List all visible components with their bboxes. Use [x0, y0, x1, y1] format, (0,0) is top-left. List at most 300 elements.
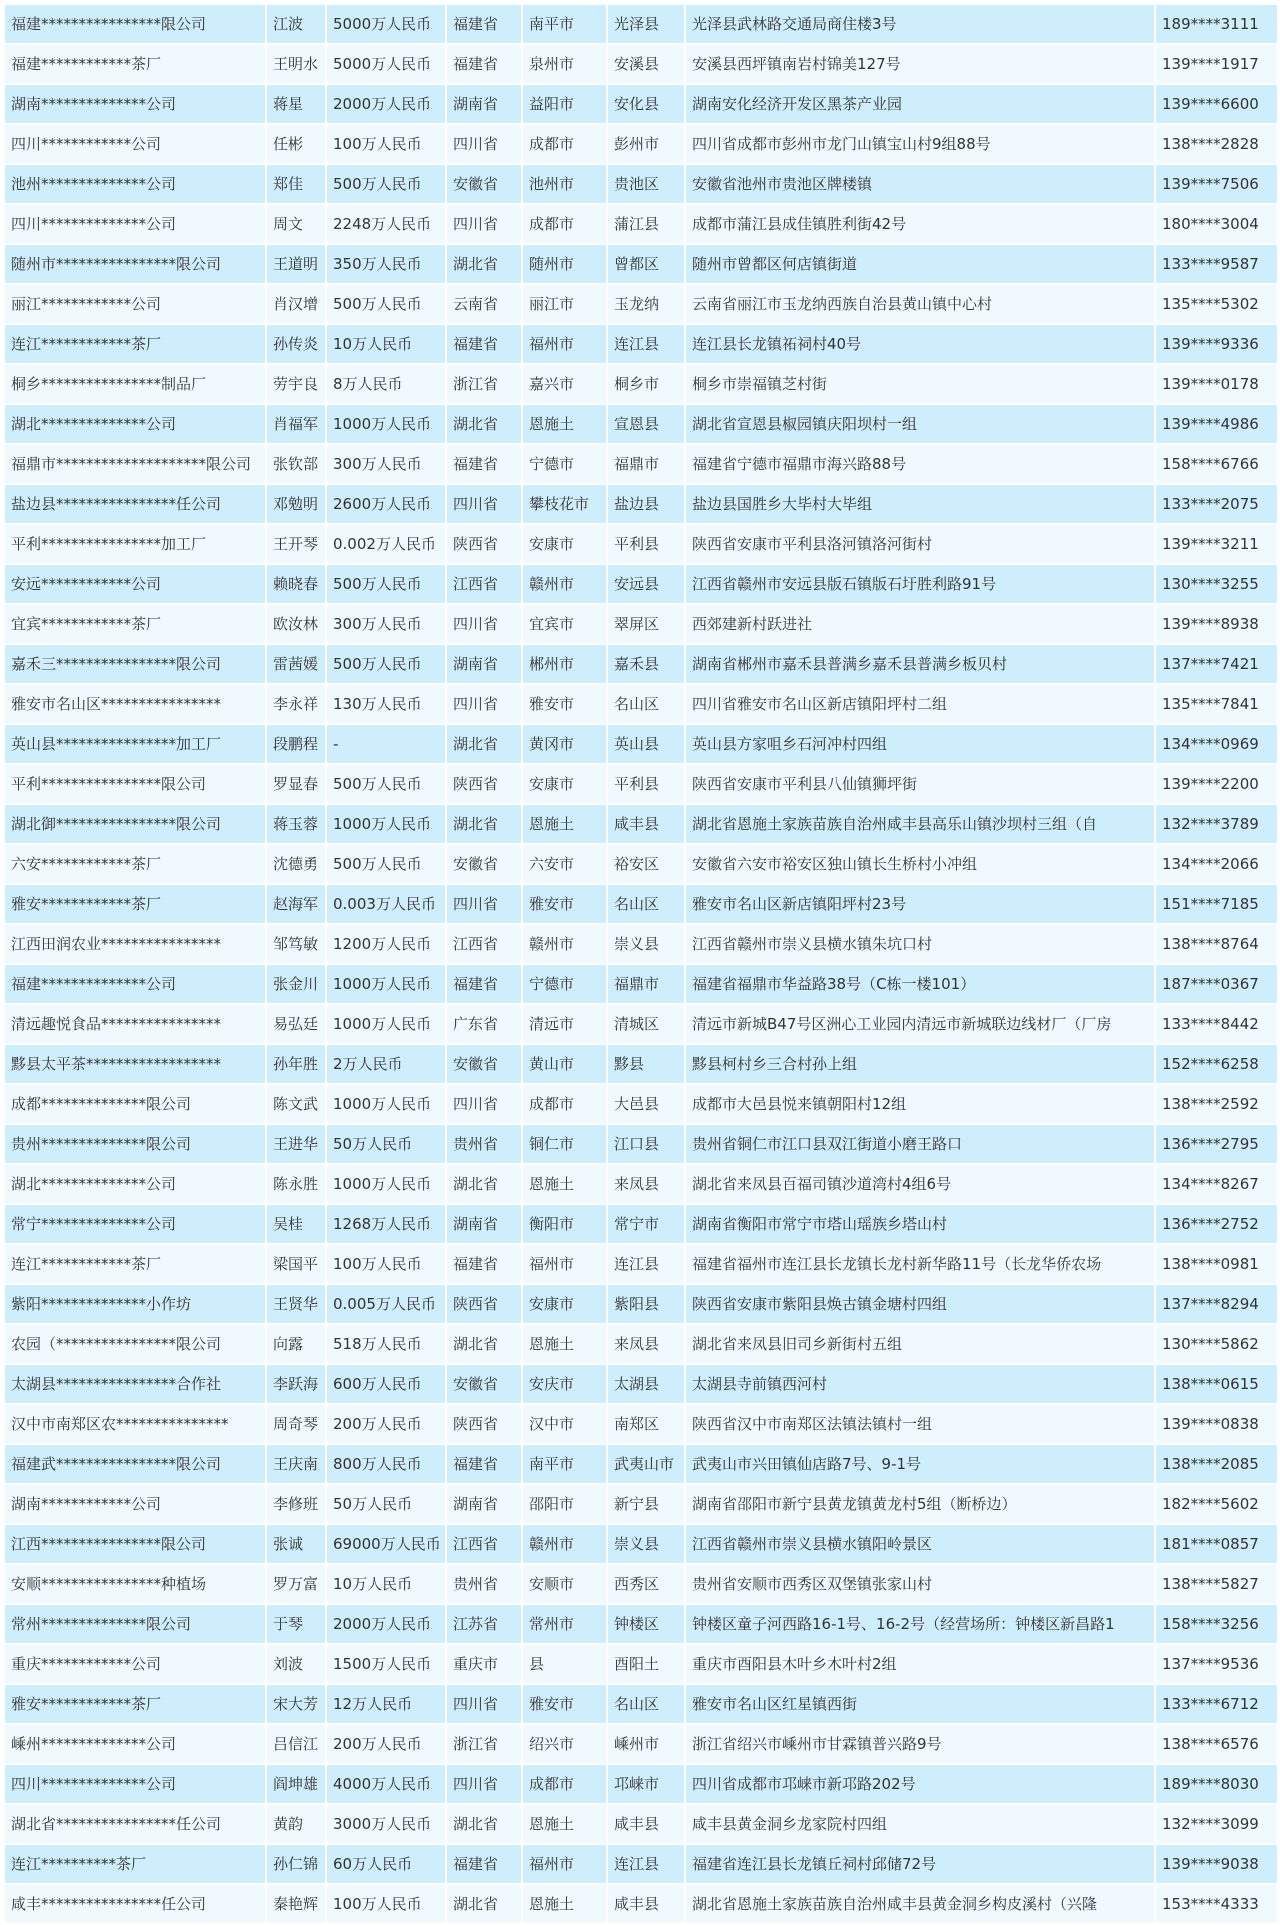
cell-address: 随州市曾都区何店镇街道 [685, 244, 1155, 284]
cell-county: 福鼎市 [607, 964, 685, 1004]
cell-company-name: 安顺****************种植场 [4, 1564, 266, 1604]
table-row [4, 764, 1278, 804]
cell-registered-capital: 350万人民币 [326, 244, 446, 284]
cell-legal-person: 蒋星 [266, 84, 326, 124]
cell-address: 湖北省来凤县百福司镇沙道湾村4组6号 [685, 1164, 1155, 1204]
table-row [4, 884, 1278, 924]
table-row [4, 1004, 1278, 1044]
cell-phone: 134****8267 [1155, 1164, 1278, 1204]
cell-phone: 158****3256 [1155, 1604, 1278, 1644]
cell-legal-person: 周文 [266, 204, 326, 244]
cell-phone: 138****8764 [1155, 924, 1278, 964]
cell-registered-capital: 500万人民币 [326, 564, 446, 604]
cell-registered-capital: 2248万人民币 [326, 204, 446, 244]
cell-registered-capital: 1000万人民币 [326, 964, 446, 1004]
cell-address: 陕西省安康市平利县洛河镇洛河街村 [685, 524, 1155, 564]
cell-county: 常宁市 [607, 1204, 685, 1244]
cell-phone: 139****6600 [1155, 84, 1278, 124]
cell-registered-capital: 0.003万人民币 [326, 884, 446, 924]
cell-registered-capital: 1500万人民币 [326, 1644, 446, 1684]
cell-address: 四川省成都市邛崃市新邛路202号 [685, 1764, 1155, 1804]
cell-county: 武夷山市 [607, 1444, 685, 1484]
cell-county: 新宁县 [607, 1484, 685, 1524]
cell-county: 酉阳土 [607, 1644, 685, 1684]
cell-phone: 138****0615 [1155, 1364, 1278, 1404]
table-row [4, 1764, 1278, 1804]
cell-address: 江西省赣州市安远县版石镇版石圩胜利路91号 [685, 564, 1155, 604]
table-row [4, 404, 1278, 444]
cell-province: 四川省 [446, 1084, 522, 1124]
cell-company-name: 湖北**************公司 [4, 1164, 266, 1204]
cell-company-name: 六安************茶厂 [4, 844, 266, 884]
cell-province: 江苏省 [446, 1604, 522, 1644]
cell-province: 福建省 [446, 44, 522, 84]
cell-registered-capital: 500万人民币 [326, 284, 446, 324]
cell-province: 湖北省 [446, 244, 522, 284]
cell-registered-capital: 12万人民币 [326, 1684, 446, 1724]
cell-city: 成都市 [522, 1764, 607, 1804]
table-row [4, 444, 1278, 484]
cell-province: 福建省 [446, 1844, 522, 1884]
cell-legal-person: 向露 [266, 1324, 326, 1364]
cell-city: 宁德市 [522, 444, 607, 484]
cell-county: 彭州市 [607, 124, 685, 164]
cell-county: 嘉禾县 [607, 644, 685, 684]
cell-county: 曾都区 [607, 244, 685, 284]
cell-company-name: 汉中市南郑区农*************** [4, 1404, 266, 1444]
cell-phone: 187****0367 [1155, 964, 1278, 1004]
table-row [4, 844, 1278, 884]
cell-company-name: 清远趣悦食品**************** [4, 1004, 266, 1044]
cell-province: 福建省 [446, 1444, 522, 1484]
cell-registered-capital: 1000万人民币 [326, 404, 446, 444]
cell-city: 汉中市 [522, 1404, 607, 1444]
table-row [4, 1084, 1278, 1124]
cell-company-name: 随州市****************限公司 [4, 244, 266, 284]
cell-phone: 134****0969 [1155, 724, 1278, 764]
cell-phone: 133****2075 [1155, 484, 1278, 524]
cell-address: 湖南安化经济开发区黑茶产业园 [685, 84, 1155, 124]
cell-province: 湖南省 [446, 84, 522, 124]
cell-address: 西郊建新村跃进社 [685, 604, 1155, 644]
cell-legal-person: 刘波 [266, 1644, 326, 1684]
cell-registered-capital: 10万人民币 [326, 1564, 446, 1604]
cell-address: 太湖县寺前镇西河村 [685, 1364, 1155, 1404]
cell-phone: 138****6576 [1155, 1724, 1278, 1764]
cell-registered-capital: - [326, 724, 446, 764]
cell-phone: 135****5302 [1155, 284, 1278, 324]
cell-province: 福建省 [446, 444, 522, 484]
cell-registered-capital: 2万人民币 [326, 1044, 446, 1084]
table-row [4, 804, 1278, 844]
cell-company-name: 雅安************茶厂 [4, 1684, 266, 1724]
cell-province: 江西省 [446, 924, 522, 964]
cell-city: 安康市 [522, 764, 607, 804]
cell-phone: 137****8294 [1155, 1284, 1278, 1324]
cell-legal-person: 张钦部 [266, 444, 326, 484]
cell-legal-person: 吕信江 [266, 1724, 326, 1764]
cell-city: 南平市 [522, 4, 607, 44]
cell-legal-person: 赖晓春 [266, 564, 326, 604]
cell-company-name: 江西田润农业**************** [4, 924, 266, 964]
cell-city: 成都市 [522, 1084, 607, 1124]
cell-address: 清远市新城B47号区洲心工业园内清远市新城联边线材厂（厂房 [685, 1004, 1155, 1044]
cell-registered-capital: 1200万人民币 [326, 924, 446, 964]
cell-phone: 153****4333 [1155, 1884, 1278, 1924]
cell-city: 恩施土 [522, 804, 607, 844]
cell-company-name: 四川************公司 [4, 124, 266, 164]
cell-province: 四川省 [446, 484, 522, 524]
cell-company-name: 福鼎市********************限公司 [4, 444, 266, 484]
cell-company-name: 四川**************公司 [4, 1764, 266, 1804]
cell-legal-person: 周奇琴 [266, 1404, 326, 1444]
cell-county: 名山区 [607, 1684, 685, 1724]
cell-city: 随州市 [522, 244, 607, 284]
cell-address: 陕西省汉中市南郑区法镇法镇村一组 [685, 1404, 1155, 1444]
table-row [4, 244, 1278, 284]
cell-phone: 152****6258 [1155, 1044, 1278, 1084]
cell-city: 恩施土 [522, 1884, 607, 1924]
cell-address: 四川省雅安市名山区新店镇阳坪村二组 [685, 684, 1155, 724]
cell-legal-person: 孙传炎 [266, 324, 326, 364]
cell-address: 成都市大邑县悦来镇朝阳村12组 [685, 1084, 1155, 1124]
cell-province: 福建省 [446, 4, 522, 44]
cell-province: 江西省 [446, 1524, 522, 1564]
cell-phone: 130****3255 [1155, 564, 1278, 604]
cell-province: 四川省 [446, 604, 522, 644]
cell-legal-person: 梁国平 [266, 1244, 326, 1284]
cell-registered-capital: 200万人民币 [326, 1404, 446, 1444]
cell-phone: 182****5602 [1155, 1484, 1278, 1524]
cell-registered-capital: 518万人民币 [326, 1324, 446, 1364]
cell-city: 宜宾市 [522, 604, 607, 644]
table-row [4, 1684, 1278, 1724]
cell-phone: 130****5862 [1155, 1324, 1278, 1364]
cell-address: 重庆市酉阳县木叶乡木叶村2组 [685, 1644, 1155, 1684]
cell-province: 湖北省 [446, 1884, 522, 1924]
cell-address: 雅安市名山区红星镇西街 [685, 1684, 1155, 1724]
cell-province: 湖北省 [446, 1804, 522, 1844]
cell-address: 江西省赣州市崇义县横水镇朱坑口村 [685, 924, 1155, 964]
cell-city: 安庆市 [522, 1364, 607, 1404]
cell-registered-capital: 1000万人民币 [326, 1164, 446, 1204]
cell-address: 雅安市名山区新店镇阳坪村23号 [685, 884, 1155, 924]
cell-city: 雅安市 [522, 1684, 607, 1724]
cell-province: 湖北省 [446, 1324, 522, 1364]
cell-phone: 138****2085 [1155, 1444, 1278, 1484]
cell-city: 郴州市 [522, 644, 607, 684]
cell-phone: 132****3099 [1155, 1804, 1278, 1844]
cell-city: 雅安市 [522, 684, 607, 724]
cell-address: 安溪县西坪镇南岩村锦美127号 [685, 44, 1155, 84]
cell-address: 福建省连江县长龙镇丘祠村邱储72号 [685, 1844, 1155, 1884]
cell-county: 崇义县 [607, 924, 685, 964]
cell-province: 湖北省 [446, 724, 522, 764]
cell-phone: 180****3004 [1155, 204, 1278, 244]
table-row [4, 1484, 1278, 1524]
cell-city: 福州市 [522, 1844, 607, 1884]
cell-legal-person: 王开琴 [266, 524, 326, 564]
cell-registered-capital: 69000万人民币 [326, 1524, 446, 1564]
table-row [4, 1364, 1278, 1404]
cell-company-name: 湖北**************公司 [4, 404, 266, 444]
company-table [3, 3, 1279, 1925]
cell-company-name: 福建武****************限公司 [4, 1444, 266, 1484]
table-row [4, 4, 1278, 44]
cell-address: 福建省宁德市福鼎市海兴路88号 [685, 444, 1155, 484]
cell-county: 南郑区 [607, 1404, 685, 1444]
cell-county: 安远县 [607, 564, 685, 604]
cell-province: 安徽省 [446, 844, 522, 884]
cell-county: 翠屏区 [607, 604, 685, 644]
table-row [4, 1724, 1278, 1764]
cell-phone: 138****5827 [1155, 1564, 1278, 1604]
cell-legal-person: 欧汝林 [266, 604, 326, 644]
cell-province: 安徽省 [446, 1364, 522, 1404]
table-row [4, 284, 1278, 324]
cell-phone: 189****8030 [1155, 1764, 1278, 1804]
cell-city: 赣州市 [522, 1524, 607, 1564]
cell-company-name: 湖南************公司 [4, 1484, 266, 1524]
cell-legal-person: 李修班 [266, 1484, 326, 1524]
table-row [4, 644, 1278, 684]
cell-company-name: 黟县太平茶****************** [4, 1044, 266, 1084]
cell-phone: 136****2752 [1155, 1204, 1278, 1244]
cell-province: 贵州省 [446, 1564, 522, 1604]
cell-city: 清远市 [522, 1004, 607, 1044]
cell-registered-capital: 4000万人民币 [326, 1764, 446, 1804]
cell-phone: 134****2066 [1155, 844, 1278, 884]
cell-company-name: 连江************茶厂 [4, 1244, 266, 1284]
cell-county: 贵池区 [607, 164, 685, 204]
cell-province: 湖北省 [446, 404, 522, 444]
cell-address: 成都市蒲江县成佳镇胜利街42号 [685, 204, 1155, 244]
table-row [4, 1884, 1278, 1924]
cell-address: 湖南省郴州市嘉禾县普满乡嘉禾县普满乡板贝村 [685, 644, 1155, 684]
cell-registered-capital: 1000万人民币 [326, 1004, 446, 1044]
cell-city: 安顺市 [522, 1564, 607, 1604]
cell-phone: 139****1917 [1155, 44, 1278, 84]
table-row [4, 684, 1278, 724]
cell-address: 四川省成都市彭州市龙门山镇宝山村9组88号 [685, 124, 1155, 164]
cell-address: 安徽省六安市裕安区独山镇长生桥村小冲组 [685, 844, 1155, 884]
cell-address: 贵州省铜仁市江口县双江街道小磨王路口 [685, 1124, 1155, 1164]
table-row [4, 1444, 1278, 1484]
cell-address: 湖北省恩施土家族苗族自治州咸丰县黄金洞乡构皮溪村（兴隆 [685, 1884, 1155, 1924]
cell-city: 六安市 [522, 844, 607, 884]
cell-registered-capital: 500万人民币 [326, 844, 446, 884]
cell-registered-capital: 2600万人民币 [326, 484, 446, 524]
table-row [4, 1564, 1278, 1604]
cell-legal-person: 陈文武 [266, 1084, 326, 1124]
cell-legal-person: 黄韵 [266, 1804, 326, 1844]
cell-company-name: 江西****************限公司 [4, 1524, 266, 1564]
cell-province: 湖南省 [446, 1484, 522, 1524]
cell-county: 清城区 [607, 1004, 685, 1044]
table-row [4, 204, 1278, 244]
cell-registered-capital: 500万人民币 [326, 164, 446, 204]
cell-address: 云南省丽江市玉龙纳西族自治县黄山镇中心村 [685, 284, 1155, 324]
cell-legal-person: 沈德勇 [266, 844, 326, 884]
cell-phone: 132****3789 [1155, 804, 1278, 844]
cell-province: 福建省 [446, 964, 522, 1004]
cell-city: 恩施土 [522, 1324, 607, 1364]
cell-county: 邛崃市 [607, 1764, 685, 1804]
cell-phone: 158****6766 [1155, 444, 1278, 484]
table-row [4, 164, 1278, 204]
cell-registered-capital: 500万人民币 [326, 764, 446, 804]
cell-city: 益阳市 [522, 84, 607, 124]
cell-address: 陕西省安康市平利县八仙镇狮坪街 [685, 764, 1155, 804]
cell-county: 西秀区 [607, 1564, 685, 1604]
cell-county: 咸丰县 [607, 804, 685, 844]
cell-registered-capital: 800万人民币 [326, 1444, 446, 1484]
cell-company-name: 咸丰****************任公司 [4, 1884, 266, 1924]
table-row [4, 84, 1278, 124]
cell-registered-capital: 5000万人民币 [326, 4, 446, 44]
cell-registered-capital: 50万人民币 [326, 1124, 446, 1164]
cell-city: 绍兴市 [522, 1724, 607, 1764]
cell-city: 攀枝花市 [522, 484, 607, 524]
cell-city: 泉州市 [522, 44, 607, 84]
cell-address: 湖北省宣恩县椒园镇庆阳坝村一组 [685, 404, 1155, 444]
cell-county: 连江县 [607, 1244, 685, 1284]
cell-province: 四川省 [446, 204, 522, 244]
cell-phone: 133****8442 [1155, 1004, 1278, 1044]
cell-phone: 139****9336 [1155, 324, 1278, 364]
cell-legal-person: 劳宇良 [266, 364, 326, 404]
cell-legal-person: 赵海军 [266, 884, 326, 924]
cell-city: 常州市 [522, 1604, 607, 1644]
cell-city: 福州市 [522, 1244, 607, 1284]
cell-province: 湖北省 [446, 804, 522, 844]
cell-phone: 138****2592 [1155, 1084, 1278, 1124]
cell-address: 连江县长龙镇祏祠村40号 [685, 324, 1155, 364]
cell-province: 陕西省 [446, 764, 522, 804]
cell-address: 湖南省衡阳市常宁市塔山瑶族乡塔山村 [685, 1204, 1155, 1244]
cell-city: 成都市 [522, 124, 607, 164]
cell-company-name: 连江************茶厂 [4, 324, 266, 364]
cell-legal-person: 段鹏程 [266, 724, 326, 764]
cell-phone: 133****9587 [1155, 244, 1278, 284]
cell-address: 盐边县国胜乡大毕村大毕组 [685, 484, 1155, 524]
cell-phone: 139****2200 [1155, 764, 1278, 804]
table-row [4, 1044, 1278, 1084]
cell-company-name: 常宁**************公司 [4, 1204, 266, 1244]
cell-city: 衡阳市 [522, 1204, 607, 1244]
cell-county: 太湖县 [607, 1364, 685, 1404]
cell-legal-person: 李跃海 [266, 1364, 326, 1404]
cell-phone: 138****0981 [1155, 1244, 1278, 1284]
cell-registered-capital: 1268万人民币 [326, 1204, 446, 1244]
cell-legal-person: 蒋玉蓉 [266, 804, 326, 844]
cell-phone: 138****2828 [1155, 124, 1278, 164]
cell-address: 咸丰县黄金洞乡龙家院村四组 [685, 1804, 1155, 1844]
cell-address: 湖北省恩施土家族苗族自治州咸丰县高乐山镇沙坝村三组（自 [685, 804, 1155, 844]
cell-county: 光泽县 [607, 4, 685, 44]
cell-registered-capital: 60万人民币 [326, 1844, 446, 1884]
cell-registered-capital: 130万人民币 [326, 684, 446, 724]
cell-company-name: 湖北御****************限公司 [4, 804, 266, 844]
cell-registered-capital: 2000万人民币 [326, 1604, 446, 1644]
cell-address: 光泽县武林路交通局商住楼3号 [685, 4, 1155, 44]
table-row [4, 1204, 1278, 1244]
table-row [4, 1164, 1278, 1204]
cell-company-name: 桐乡****************制品厂 [4, 364, 266, 404]
cell-county: 江口县 [607, 1124, 685, 1164]
cell-county: 盐边县 [607, 484, 685, 524]
cell-province: 四川省 [446, 1684, 522, 1724]
cell-registered-capital: 10万人民币 [326, 324, 446, 364]
cell-city: 成都市 [522, 204, 607, 244]
cell-county: 平利县 [607, 524, 685, 564]
cell-county: 嵊州市 [607, 1724, 685, 1764]
cell-city: 嘉兴市 [522, 364, 607, 404]
cell-legal-person: 罗显春 [266, 764, 326, 804]
cell-company-name: 雅安************茶厂 [4, 884, 266, 924]
cell-address: 陕西省安康市紫阳县焕古镇金塘村四组 [685, 1284, 1155, 1324]
cell-county: 来凤县 [607, 1324, 685, 1364]
cell-registered-capital: 3000万人民币 [326, 1804, 446, 1844]
cell-registered-capital: 200万人民币 [326, 1724, 446, 1764]
cell-phone: 139****4986 [1155, 404, 1278, 444]
cell-legal-person: 邓勉明 [266, 484, 326, 524]
cell-registered-capital: 1000万人民币 [326, 804, 446, 844]
cell-legal-person: 张金川 [266, 964, 326, 1004]
cell-registered-capital: 600万人民币 [326, 1364, 446, 1404]
cell-company-name: 池州**************公司 [4, 164, 266, 204]
cell-legal-person: 雷茜媛 [266, 644, 326, 684]
table-row [4, 1644, 1278, 1684]
cell-province: 广东省 [446, 1004, 522, 1044]
cell-address: 湖南省邵阳市新宁县黄龙镇黄龙村5组（断桥边） [685, 1484, 1155, 1524]
cell-company-name: 丽江************公司 [4, 284, 266, 324]
cell-province: 陕西省 [446, 524, 522, 564]
cell-address: 浙江省绍兴市嵊州市甘霖镇普兴路9号 [685, 1724, 1155, 1764]
cell-city: 福州市 [522, 324, 607, 364]
cell-company-name: 重庆************公司 [4, 1644, 266, 1684]
cell-province: 湖南省 [446, 644, 522, 684]
cell-city: 丽江市 [522, 284, 607, 324]
cell-company-name: 福建**************公司 [4, 964, 266, 1004]
table-row [4, 1604, 1278, 1644]
cell-address: 黟县柯村乡三合村孙上组 [685, 1044, 1155, 1084]
cell-city: 恩施土 [522, 1804, 607, 1844]
cell-phone: 137****9536 [1155, 1644, 1278, 1684]
cell-legal-person: 王进华 [266, 1124, 326, 1164]
cell-county: 咸丰县 [607, 1884, 685, 1924]
cell-registered-capital: 100万人民币 [326, 124, 446, 164]
cell-company-name: 太湖县****************合作社 [4, 1364, 266, 1404]
cell-county: 来凤县 [607, 1164, 685, 1204]
table-row [4, 1244, 1278, 1284]
cell-legal-person: 孙仁锦 [266, 1844, 326, 1884]
cell-company-name: 平利****************加工厂 [4, 524, 266, 564]
cell-city: 赣州市 [522, 924, 607, 964]
cell-phone: 136****2795 [1155, 1124, 1278, 1164]
cell-legal-person: 江波 [266, 4, 326, 44]
cell-legal-person: 罗万富 [266, 1564, 326, 1604]
cell-address: 桐乡市崇福镇芝村街 [685, 364, 1155, 404]
cell-company-name: 紫阳**************小作坊 [4, 1284, 266, 1324]
cell-county: 宣恩县 [607, 404, 685, 444]
cell-province: 云南省 [446, 284, 522, 324]
cell-city: 恩施土 [522, 1164, 607, 1204]
cell-phone: 137****7421 [1155, 644, 1278, 684]
cell-county: 平利县 [607, 764, 685, 804]
cell-city: 宁德市 [522, 964, 607, 1004]
cell-legal-person: 任彬 [266, 124, 326, 164]
